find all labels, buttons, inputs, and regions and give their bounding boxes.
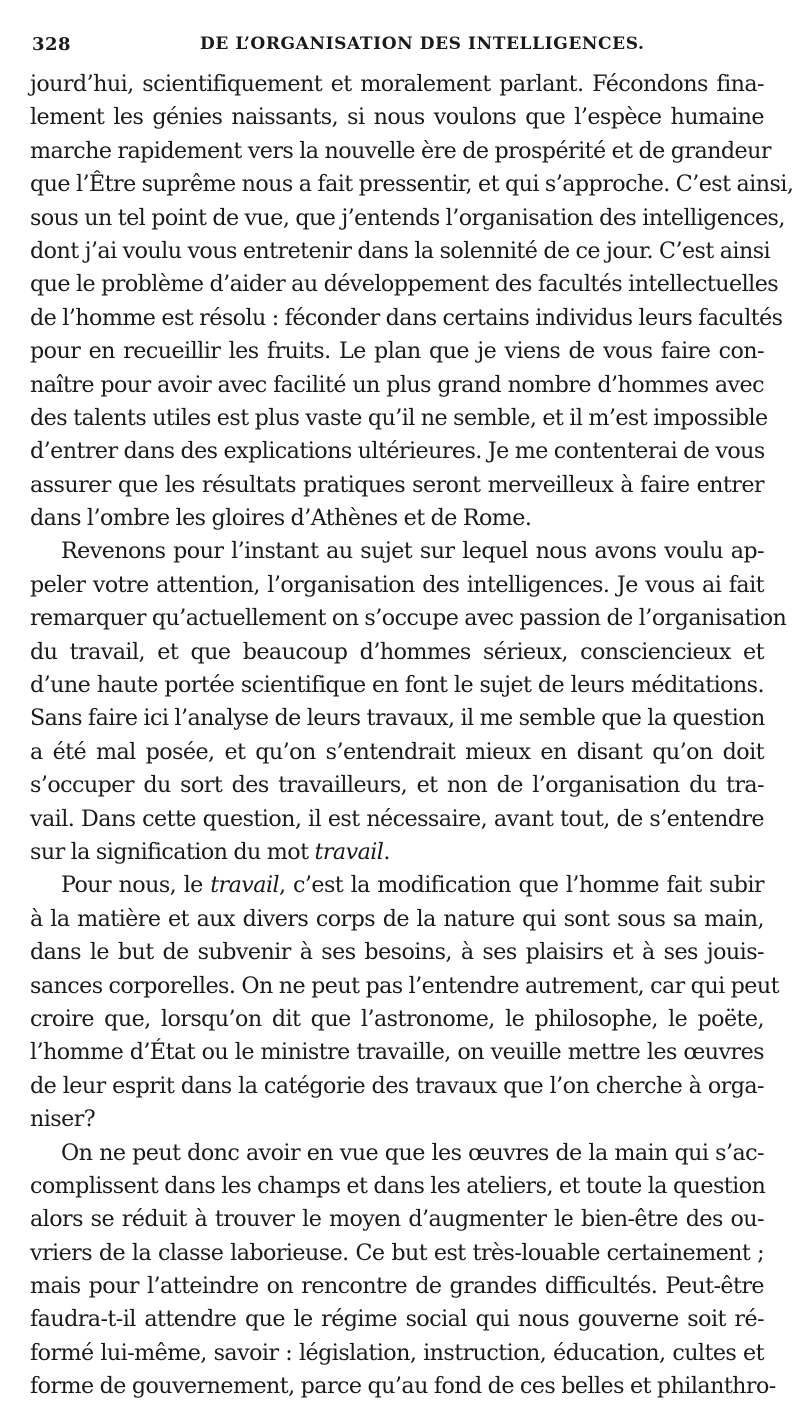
text-line: assurer que les résultats pratiques seront merveilleux à faire entrer [30,471,764,498]
text-line [30,869,764,902]
text-line: que l’Être suprême nous a fait pressentir, et qui s’approche. C’est ainsi, [30,171,794,198]
text-line: Revenons pour l’instant au sujet sur lequel nous avons voulu ap- [61,538,764,565]
text-line: dont j’ai voulu vous entretenir dans la solennité de ce jour. C’est ainsi [30,237,771,264]
text-line: d’une haute portée scientifique en font le sujet de leurs méditations. [30,672,764,699]
text-line: mais pour l’atteindre on rencontre de grandes difficultés. Peut-être [30,1273,764,1300]
text-line: formé lui-même, savoir : législation, instruction, éducation, cultes et [30,1339,764,1366]
text-line: alors se réduit à trouver le moyen d’augmenter le bien-être des ou- [30,1206,764,1233]
text-line: complissent dans les champs et dans les ateliers, et toute la question [30,1172,766,1199]
text-line: marche rapidement vers la nouvelle ère de prospérité et de grandeur [30,137,771,164]
running-title: DE L’ORGANISATION DES INTELLIGENCES. [200,34,645,54]
body-text [30,68,794,1404]
text-line: vail. Dans cette question, il est nécessaire, avant tout, de s’entendre [30,805,764,832]
text-line [30,836,764,869]
paragraph-1 [30,68,794,535]
text-line: des talents utiles est plus vaste qu’il ne semble, et il m’est impossible [30,404,768,431]
text-line: a été mal posée, et qu’on s’entendrait mieux en disant qu’on doit [30,738,764,765]
text-line: dans l’ombre les gloires d’Athènes et de Rome. [30,505,532,532]
text-line: lement les génies naissants, si nous voulons que l’espèce humaine [30,104,764,131]
text-line: de leur esprit dans la catégorie des travaux que l’on cherche à orga- [30,1072,764,1099]
text-line: peler votre attention, l’organisation des intelligences. Je vous ai fait [30,571,764,598]
text-line: vriers de la classe laborieuse. Ce but est très-louable certainement ; [30,1239,764,1266]
text-line: l’homme d’État ou le ministre travaille, on veuille mettre les œuvres [30,1039,764,1066]
paragraph-4 [30,1137,776,1404]
text-line: à la matière et aux divers corps de la nature qui sont sous sa main, [30,905,764,932]
text-line: faudra-t-il attendre que le régime social qui nous gouverne soit ré- [30,1306,764,1333]
page-number: 328 [32,34,72,55]
text-line: jourd’hui, scientifiquement et moralement parlant. Fécondons fina- [30,71,764,97]
text-segment: sur la signification du mot [30,838,315,865]
emphasized-word: travail [314,838,384,865]
text-line: naître pour avoir avec facilité un plus grand nombre d’hommes avec [30,371,764,398]
text-line: Sans faire ici l’analyse de leurs travaux, il me semble que la question [30,705,765,732]
text-line: que le problème d’aider au développement des facultés intellectuelles [30,271,779,298]
text-line: On ne peut donc avoir en vue que les œuvres de la main qui s’ac- [61,1139,764,1166]
text-line: sances corporelles. On ne peut pas l’entendre autrement, car qui peut [30,972,779,999]
book-page [30,26,794,1404]
text-line: du travail, et que beaucoup d’hommes sérieux, consciencieux et [30,638,764,665]
text-line: s’occuper du sort des travailleurs, et non de l’organisation du tra- [30,772,764,799]
text-line: forme de gouvernement, parce qu’au fond de ces belles et philanthro- [30,1373,776,1400]
text-segment: Pour nous, le [61,872,211,899]
text-line: remarquer qu’actuellement on s’occupe avec passion de l’organisation [30,605,787,632]
text-line: d’entrer dans des explications ultérieures. Je me contenterai de vous [30,438,765,465]
text-line: dans le but de subvenir à ses besoins, à ses plaisirs et à ses jouis- [30,939,764,966]
text-segment: . [383,838,390,865]
text-line: de l’homme est résolu : féconder dans certains individus leurs facultés [30,304,783,331]
text-line: pour en recueillir les fruits. Le plan que je viens de vous faire con- [30,338,764,365]
text-line: niser? [30,1106,96,1133]
text-segment: , c’est la modification que l’homme fait subir [279,872,764,899]
emphasized-word: travail [210,872,280,899]
paragraph-3 [30,869,779,1136]
page-header [30,26,764,60]
text-line: croire que, lorsqu’on dit que l’astronome, le philosophe, le poëte, [30,1005,764,1032]
text-line: sous un tel point de vue, que j’entends l’organisation des intelligences, [30,204,785,231]
paragraph-2 [30,535,787,869]
